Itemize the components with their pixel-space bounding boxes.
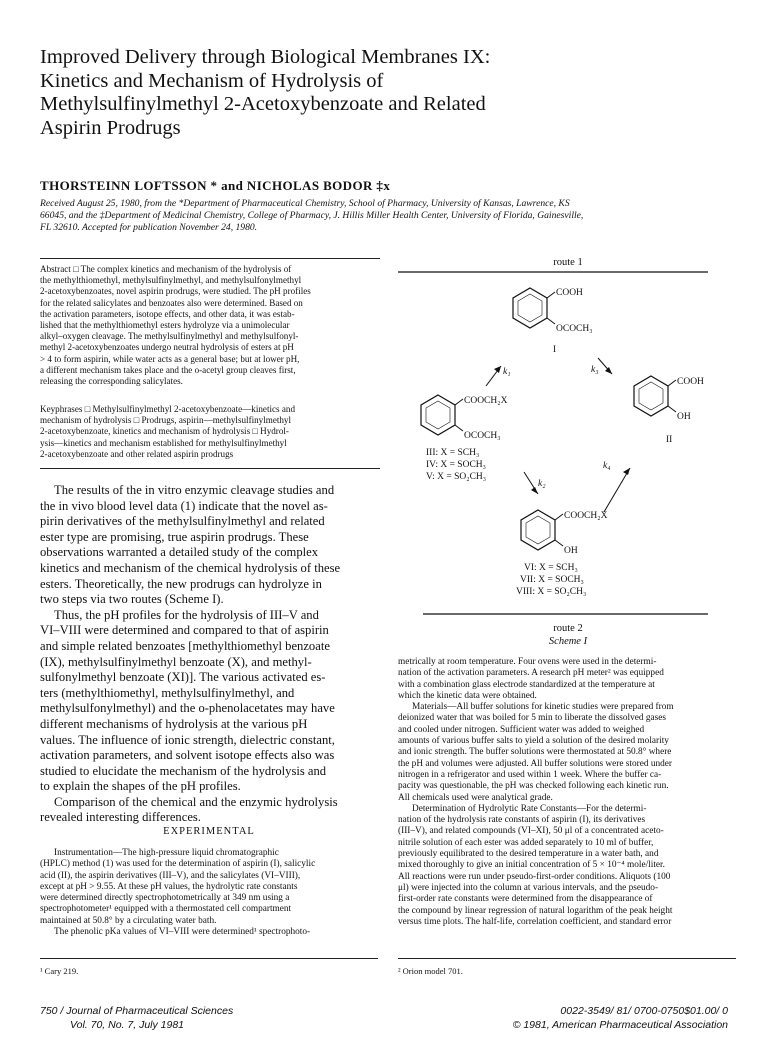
body-line: nation of the hydrolysis rate constants of aspirin (I), its derivatives — [398, 815, 646, 826]
body-line: The phenolic pKa values of VI–VIII were determined¹ spectrophoto- — [54, 927, 311, 938]
footer-volume-line: Vol. 70, No. 7, July 1981 — [70, 1018, 185, 1031]
keyphrase-line: ysis—kinetics and mechanism established for methylsulfinylmethyl — [40, 437, 287, 448]
copyright-footer — [513, 1005, 728, 1032]
k4-arrow — [604, 468, 630, 512]
intro-line: Thus, the pH profiles for the hydrolysis of III–V and — [54, 607, 319, 622]
k1-arrowhead — [494, 366, 501, 373]
abstract-top-rule — [40, 258, 380, 259]
intro-line: VI–VIII were determined and compared to that of aspirin — [40, 623, 329, 638]
intro-line: ester type are promising, true aspirin prodrugs. These — [40, 529, 309, 544]
body-line: maintained at 50.8° by a circulating water bath. — [40, 915, 217, 926]
compound-VI-VIII-sub2: OH — [564, 546, 578, 556]
intro-line: to explain the shapes of the pH profiles. — [40, 779, 241, 794]
author-line: THORSTEINN LOFTSSON * and NICHOLAS BODOR ‡x — [40, 178, 391, 193]
abstract-line: lished that the methylthiomethyl esters hydrolyze via a unimolecular — [40, 320, 290, 331]
intro-line: the in vivo blood level data (1) indicate that the novel as- — [40, 498, 328, 513]
body-line: the pH and volumes were adjusted. All buffer solutions were stored under — [398, 758, 673, 769]
body-line: first-order rate constants were determined from the disappearance of — [398, 894, 653, 905]
abstract-line: Abstract □ The complex kinetics and mechanism of the hydrolysis of — [40, 264, 292, 274]
intro-line: The results of the in vitro enzymic cleavage studies and — [54, 483, 335, 497]
body-line: nation of the activation parameters. A research pH meter² was equipped — [398, 668, 664, 679]
intro-line: and simple related benzoates [methylthiomethyl benzoate — [40, 638, 330, 653]
compound-VIII-label: VIII: X = SO₂CH₃ — [516, 587, 587, 597]
body-line: Determination of Hydrolytic Rate Constants—For the determi- — [412, 803, 647, 814]
k2-arrowhead — [531, 487, 538, 494]
scheme-diagram — [398, 250, 738, 650]
body-line: the compound by linear regression of natural logarithm of the peak height — [398, 905, 673, 916]
abstract-line: a different mechanism takes place and the o-acetyl group cleaves first, — [40, 364, 296, 375]
compound-VI-label: VI: X = SCH₃ — [524, 563, 578, 573]
body-line: (III–V), and related compounds (VI–XI), 50 μl of a concentrated aceto- — [398, 826, 664, 837]
body-line: pacity was questionable, the pH was checked following each kinetic run. — [398, 781, 669, 792]
received-line: FL 32610. Accepted for publication November 24, 1980. — [40, 222, 258, 234]
article-title — [40, 46, 640, 140]
intro-line: observations warranted a detailed study of the complex — [40, 545, 319, 560]
title-line: Methylsulfinylmethyl 2-Acetoxybenzoate and Related — [40, 93, 486, 115]
k3-label: k₃ — [591, 365, 599, 375]
body-line: and ionic strength. The buffer solutions were thermostated at 50.8° where — [398, 747, 672, 758]
methods-text — [398, 657, 736, 928]
body-line: metrically at room temperature. Four ovens were used in the determi- — [398, 657, 657, 667]
intro-line: pirin derivatives of the methylsulfinylmethyl and related — [40, 514, 325, 529]
body-line: nitrogen in a refrigerator and used within 1 week. Where the buffer ca- — [398, 769, 662, 780]
introduction-text — [40, 483, 378, 826]
intro-line: two steps via two routes (Scheme I). — [40, 592, 224, 607]
compound-III-V-structure — [421, 395, 508, 482]
footer-copyright-line: © 1981, American Pharmaceutical Association — [512, 1018, 728, 1031]
compound-III-V-sub1: COOCH₂X — [464, 396, 508, 406]
body-line: versus time plots. The half-life, correlation coefficient, and standard error — [398, 916, 672, 927]
k4-label: k₄ — [603, 461, 611, 471]
compound-II-sub1: COOH — [677, 377, 704, 387]
k2-label: k₂ — [538, 479, 546, 489]
abstract-line: 2-acetoxybenzoates, novel aspirin prodrugs, were studied. The pH profiles — [40, 286, 311, 297]
received-line: 66045, and the ‡Department of Medicinal Chemistry, College of Pharmacy, J. Hillis Miller Health Center, University of Florida, Gainesville, — [40, 210, 584, 222]
compound-VII-label: VII: X = SOCH₃ — [520, 575, 584, 585]
intro-line: values. The influence of ionic strength, dielectric constant, — [40, 732, 335, 747]
body-line: All reactions were run under pseudo-first-order conditions. Aliquots (100 — [398, 871, 671, 882]
body-line: amounts of various buffer salts to yield a solution of the desired molarity — [398, 736, 669, 747]
abstract-line: for the related salicylates and benzoates also were determined. Based on — [40, 297, 303, 308]
intro-line: kinetics and mechanism of the chemical hydrolysis of these — [40, 560, 341, 575]
route-1-label: route 1 — [553, 257, 583, 268]
abstract-bottom-rule — [40, 468, 380, 469]
body-line: except at pH > 9.55. At these pH values, the hydrolytic rate constants — [40, 881, 298, 892]
compound-II-sub2: OH — [677, 412, 691, 422]
abstract-line: alkyl–oxygen cleavage. The methylsulfinylmethyl and methylsulfonyl- — [40, 331, 299, 342]
compound-I-sub1: COOH — [556, 288, 583, 298]
intro-line: esters. Theoretically, the new prodrugs can hydrolyze in — [40, 576, 322, 591]
body-line: mixed thoroughly to give an initial concentration of 5 × 10⁻⁴ mole/liter. — [398, 860, 665, 871]
compound-II-structure — [634, 376, 704, 445]
compound-I-structure — [513, 288, 593, 355]
compound-VI-VIII-sub1: COOCH₂X — [564, 511, 608, 521]
keyphrase-line: 2-acetoxybenzoate and other related aspirin prodrugs — [40, 448, 234, 459]
body-line: and cooled under nitrogen. Sufficient water was added to weighed — [398, 724, 645, 735]
k3-arrowhead — [605, 367, 612, 374]
body-line: Materials—All buffer solutions for kinetic studies were prepared from — [412, 702, 674, 713]
body-line: Instrumentation—The high-pressure liquid chromatographic — [54, 848, 279, 858]
journal-footer — [40, 1005, 233, 1032]
footnote-rule-right — [398, 958, 736, 959]
compound-I-sub2: OCOCH₃ — [556, 324, 593, 334]
abstract-line: releasing the corresponding salicylates. — [40, 376, 183, 387]
body-line: spectrophotometer¹ equipped with a thermostated cell compartment — [40, 904, 292, 915]
abstract-block — [40, 264, 378, 387]
body-line: were determined directly spectrophotometrically at 349 nm using a — [40, 893, 290, 904]
intro-line: different mechanisms of hydrolysis at the various pH — [40, 716, 308, 731]
keyphrase-line: Keyphrases □ Methylsulfinylmethyl 2-acetoxybenzoate—kinetics and — [40, 404, 295, 414]
body-line: (HPLC) method (1) was used for the determination of aspirin (I), salicylic — [40, 859, 316, 870]
title-line: Aspirin Prodrugs — [40, 116, 181, 139]
body-line: μl) were injected into the column at various intervals, and the pseudo- — [398, 882, 659, 893]
k1-label: k₁ — [503, 367, 511, 377]
received-note — [40, 198, 730, 235]
received-line: Received August 25, 1980, from the *Department of Pharmaceutical Chemistry, School of Pharmacy, University of Kansas, Lawrence, KS — [40, 198, 570, 209]
experimental-heading: EXPERIMENTAL — [163, 826, 255, 837]
footnote-rule-left — [40, 958, 378, 959]
compound-I-label: I — [553, 345, 557, 355]
keyphrase-line: 2-acetoxybenzoate, kinetics and mechanism of hydrolysis □ Hydrol- — [40, 426, 289, 437]
title-line: Kinetics and Mechanism of Hydrolysis of — [40, 69, 384, 92]
footnote-left: ¹ Cary 219. — [40, 966, 79, 976]
body-line: deionized water that was boiled for 5 min to liberate the dissolved gases — [398, 713, 666, 724]
compound-II-label: II — [666, 435, 673, 445]
intro-line: methylsulfonylmethyl) and the o-phenolacetates may have — [40, 701, 335, 716]
compound-III-V-sub2: OCOCH₃ — [464, 431, 501, 441]
route-2-label: route 2 — [553, 623, 583, 634]
footer-issn-line: 0022-3549/ 81/ 0700-0750$01.00/ 0 — [560, 1005, 728, 1017]
abstract-line: the methylthiomethyl, methylsulfinylmethyl, and methylsulfonylmethyl — [40, 275, 302, 286]
intro-line: revealed interesting differences. — [40, 810, 201, 825]
footer-journal-line: 750 / Journal of Pharmaceutical Sciences — [40, 1005, 234, 1017]
body-line: which the kinetic data were obtained. — [398, 690, 537, 701]
abstract-line: > 4 to form aspirin, while water acts as a general base; but at lower pH, — [40, 353, 300, 364]
abstract-line: methyl 2-acetoxybenzoates undergo neutral hydrolysis of esters at pH — [40, 342, 294, 353]
body-line: All chemicals used were analytical grade. — [398, 792, 553, 803]
abstract-line: the activation parameters, isotope effects, and other data, it was estab- — [40, 308, 295, 319]
body-line: with a combination glass electrode standardized at the temperature at — [398, 679, 655, 690]
intro-line: Comparison of the chemical and the enzymic hydrolysis — [54, 794, 338, 809]
keyphrases-block — [40, 404, 378, 460]
compound-V-label: V: X = SO₂CH₃ — [426, 472, 487, 482]
intro-line: sulfonylmethyl benzoate (XI)]. The various activated es- — [40, 670, 326, 685]
k4-arrowhead — [623, 468, 630, 475]
keyphrase-line: mechanism of hydrolysis □ Prodrugs, aspirin—methylsulfinylmethyl — [40, 415, 292, 426]
title-line: Improved Delivery through Biological Membranes IX: — [40, 46, 491, 68]
intro-line: (IX), methylsulfinylmethyl benzoate (X), and methyl- — [40, 654, 312, 669]
footnote-right: ² Orion model 701. — [398, 966, 463, 976]
intro-line: activation parameters, and solvent isotope effects also was — [40, 748, 335, 763]
scheme-caption: Scheme I — [548, 636, 588, 647]
compound-III-label: III: X = SCH₃ — [426, 448, 480, 458]
body-line: acid (II), the aspirin derivatives (III–V), and the salicylates (VI–VIII), — [40, 870, 301, 881]
body-line: nitrile solution of each ester was added separately to 10 ml of buffer, — [398, 837, 654, 848]
intro-line: studied to elucidate the mechanism of the hydrolysis and — [40, 763, 327, 778]
intro-line: ters (methylthiomethyl, methylsulfinylmethyl, and — [40, 685, 295, 700]
body-line: previously equilibrated to the desired temperature in a water bath, and — [398, 849, 659, 860]
instrumentation-text — [40, 848, 378, 938]
compound-VI-VIII-structure — [516, 510, 608, 597]
compound-IV-label: IV: X = SOCH₃ — [426, 460, 486, 470]
